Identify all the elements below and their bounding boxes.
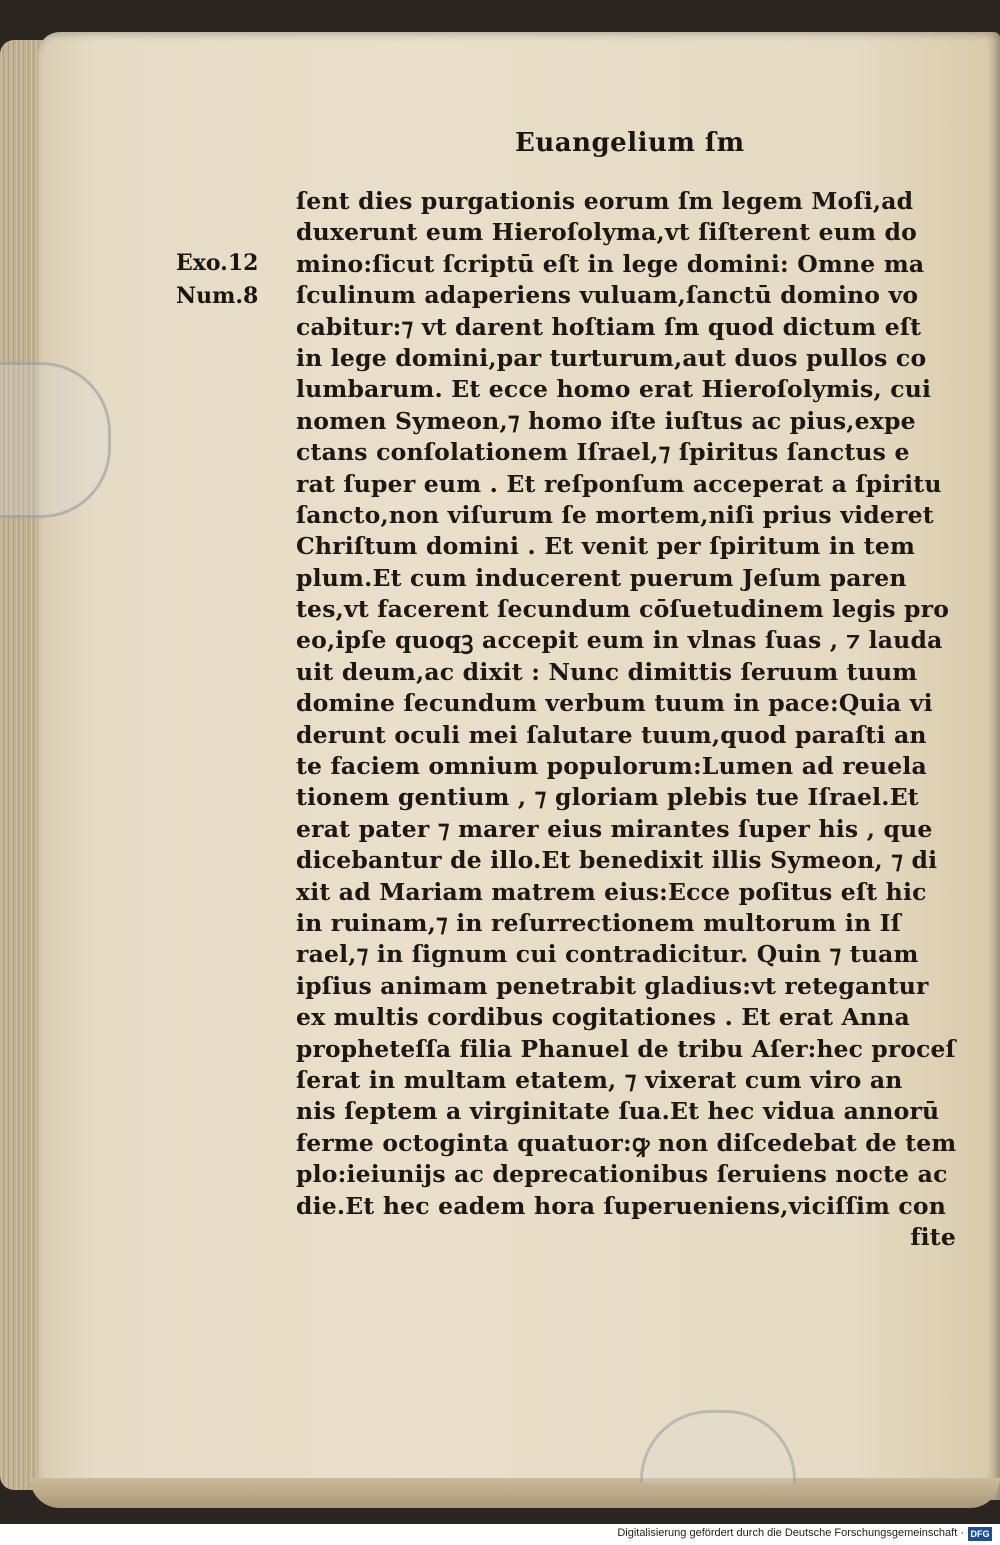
text-line: plum.Et cum inducerent puerum Jeſum paren <box>296 563 907 592</box>
margin-note-exodus: Exo.12 <box>176 250 259 276</box>
text-line: duxerunt eum Hieroſolyma,vt ſiſterent eum do <box>296 218 918 247</box>
text-line: cabitur:⁊ vt darent hoſtiam ſm quod dictum eſt <box>296 312 922 341</box>
text-line: xit ad Mariam matrem eius:Ecce poſitus eſt hic <box>296 877 927 906</box>
text-line: in lege domini,par turturum,aut duos pullos co <box>296 343 927 372</box>
text-line: in ruinam,⁊ in reſurrectionem multorum in Iſ <box>296 908 902 937</box>
text-line: te faciem omnium populorum:Lumen ad reuela <box>296 752 927 781</box>
text-line: die.Et hec eadem hora ſuperueniens,viciſſim con <box>296 1191 947 1220</box>
funding-credit: Digitalisierung gefördert durch die Deutsche Forschungsgemeinschaft · <box>617 1527 964 1539</box>
text-line: derunt oculi mei ſalutare tuum,quod paraſti an <box>296 720 927 749</box>
text-line: ſent dies purgationis eorum ſm legem Moſi,ad <box>296 187 914 215</box>
text-line: mino:ſicut ſcriptū eſt in lege domini: Omne ma <box>296 249 925 278</box>
text-line: ex multis cordibus cogitationes . Et erat Anna <box>296 1003 910 1032</box>
text-line: Chriſtum domini . Et venit per ſpiritum in tem <box>296 532 916 561</box>
text-line: rat ſuper eum . Et reſponſum acceperat a ſpiritu <box>296 469 942 498</box>
text-line: ſculinum adaperiens vuluam,ſanctū domino vo <box>296 281 919 310</box>
text-line: tes,vt facerent ſecundum cōſuetudinem legis pro <box>296 595 950 624</box>
text-line: ctans conſolationem Iſrael,⁊ ſpiritus ſanctus e <box>296 438 910 467</box>
catchword: fite <box>910 1222 956 1251</box>
main-text-column <box>296 186 956 1253</box>
page-bottom-edge <box>30 1478 1000 1508</box>
text-line: nomen Symeon,⁊ homo iſte iuſtus ac pius,expe <box>296 406 916 435</box>
text-line: propheteſſa filia Phanuel de tribu Aſer:hec proceſ <box>296 1034 956 1063</box>
text-line: dicebantur de illo.Et benedixit illis Symeon, ⁊ di <box>296 846 938 875</box>
dfg-logo: DFG <box>968 1527 992 1541</box>
text-line: plo:ieiunijs ac deprecationibus ſeruiens nocte ac <box>296 1160 948 1189</box>
text-line: tionem gentium , ⁊ gloriam plebis tue Iſrael.Et <box>296 783 919 812</box>
text-line: lumbarum. Et ecce homo erat Hieroſolymis, cui <box>296 375 932 404</box>
text-line: domine ſecundum verbum tuum in pace:Quia vi <box>296 689 933 718</box>
text-line: nis ſeptem a virginitate ſua.Et hec vidua annorū <box>296 1097 940 1126</box>
text-line: ipſius animam penetrabit gladius:vt retegantur <box>296 971 929 1000</box>
text-line: ferme octoginta quatuor:ꝙ non diſcedebat de tem <box>296 1128 957 1157</box>
text-line: rael,⁊ in ſignum cui contradicitur. Quin ⁊ tuam <box>296 940 919 969</box>
text-line: ſancto,non viſurum ſe mortem,niſi prius videret <box>296 500 934 529</box>
text-line: eo,ipſe quoqꝫ accepit eum in vlnas ſuas , ⁊ lauda <box>296 626 943 655</box>
text-line: uit deum,ac dixit : Nunc dimittis ſeruum tuum <box>296 657 918 686</box>
margin-note-numbers: Num.8 <box>176 283 259 309</box>
text-line: ſerat in multam etatem, ⁊ vixerat cum viro an <box>296 1065 903 1094</box>
text-line: erat pater ⁊ marer eius mirantes ſuper his , que <box>296 814 933 843</box>
running-header: Euangelium ſm <box>515 128 745 158</box>
